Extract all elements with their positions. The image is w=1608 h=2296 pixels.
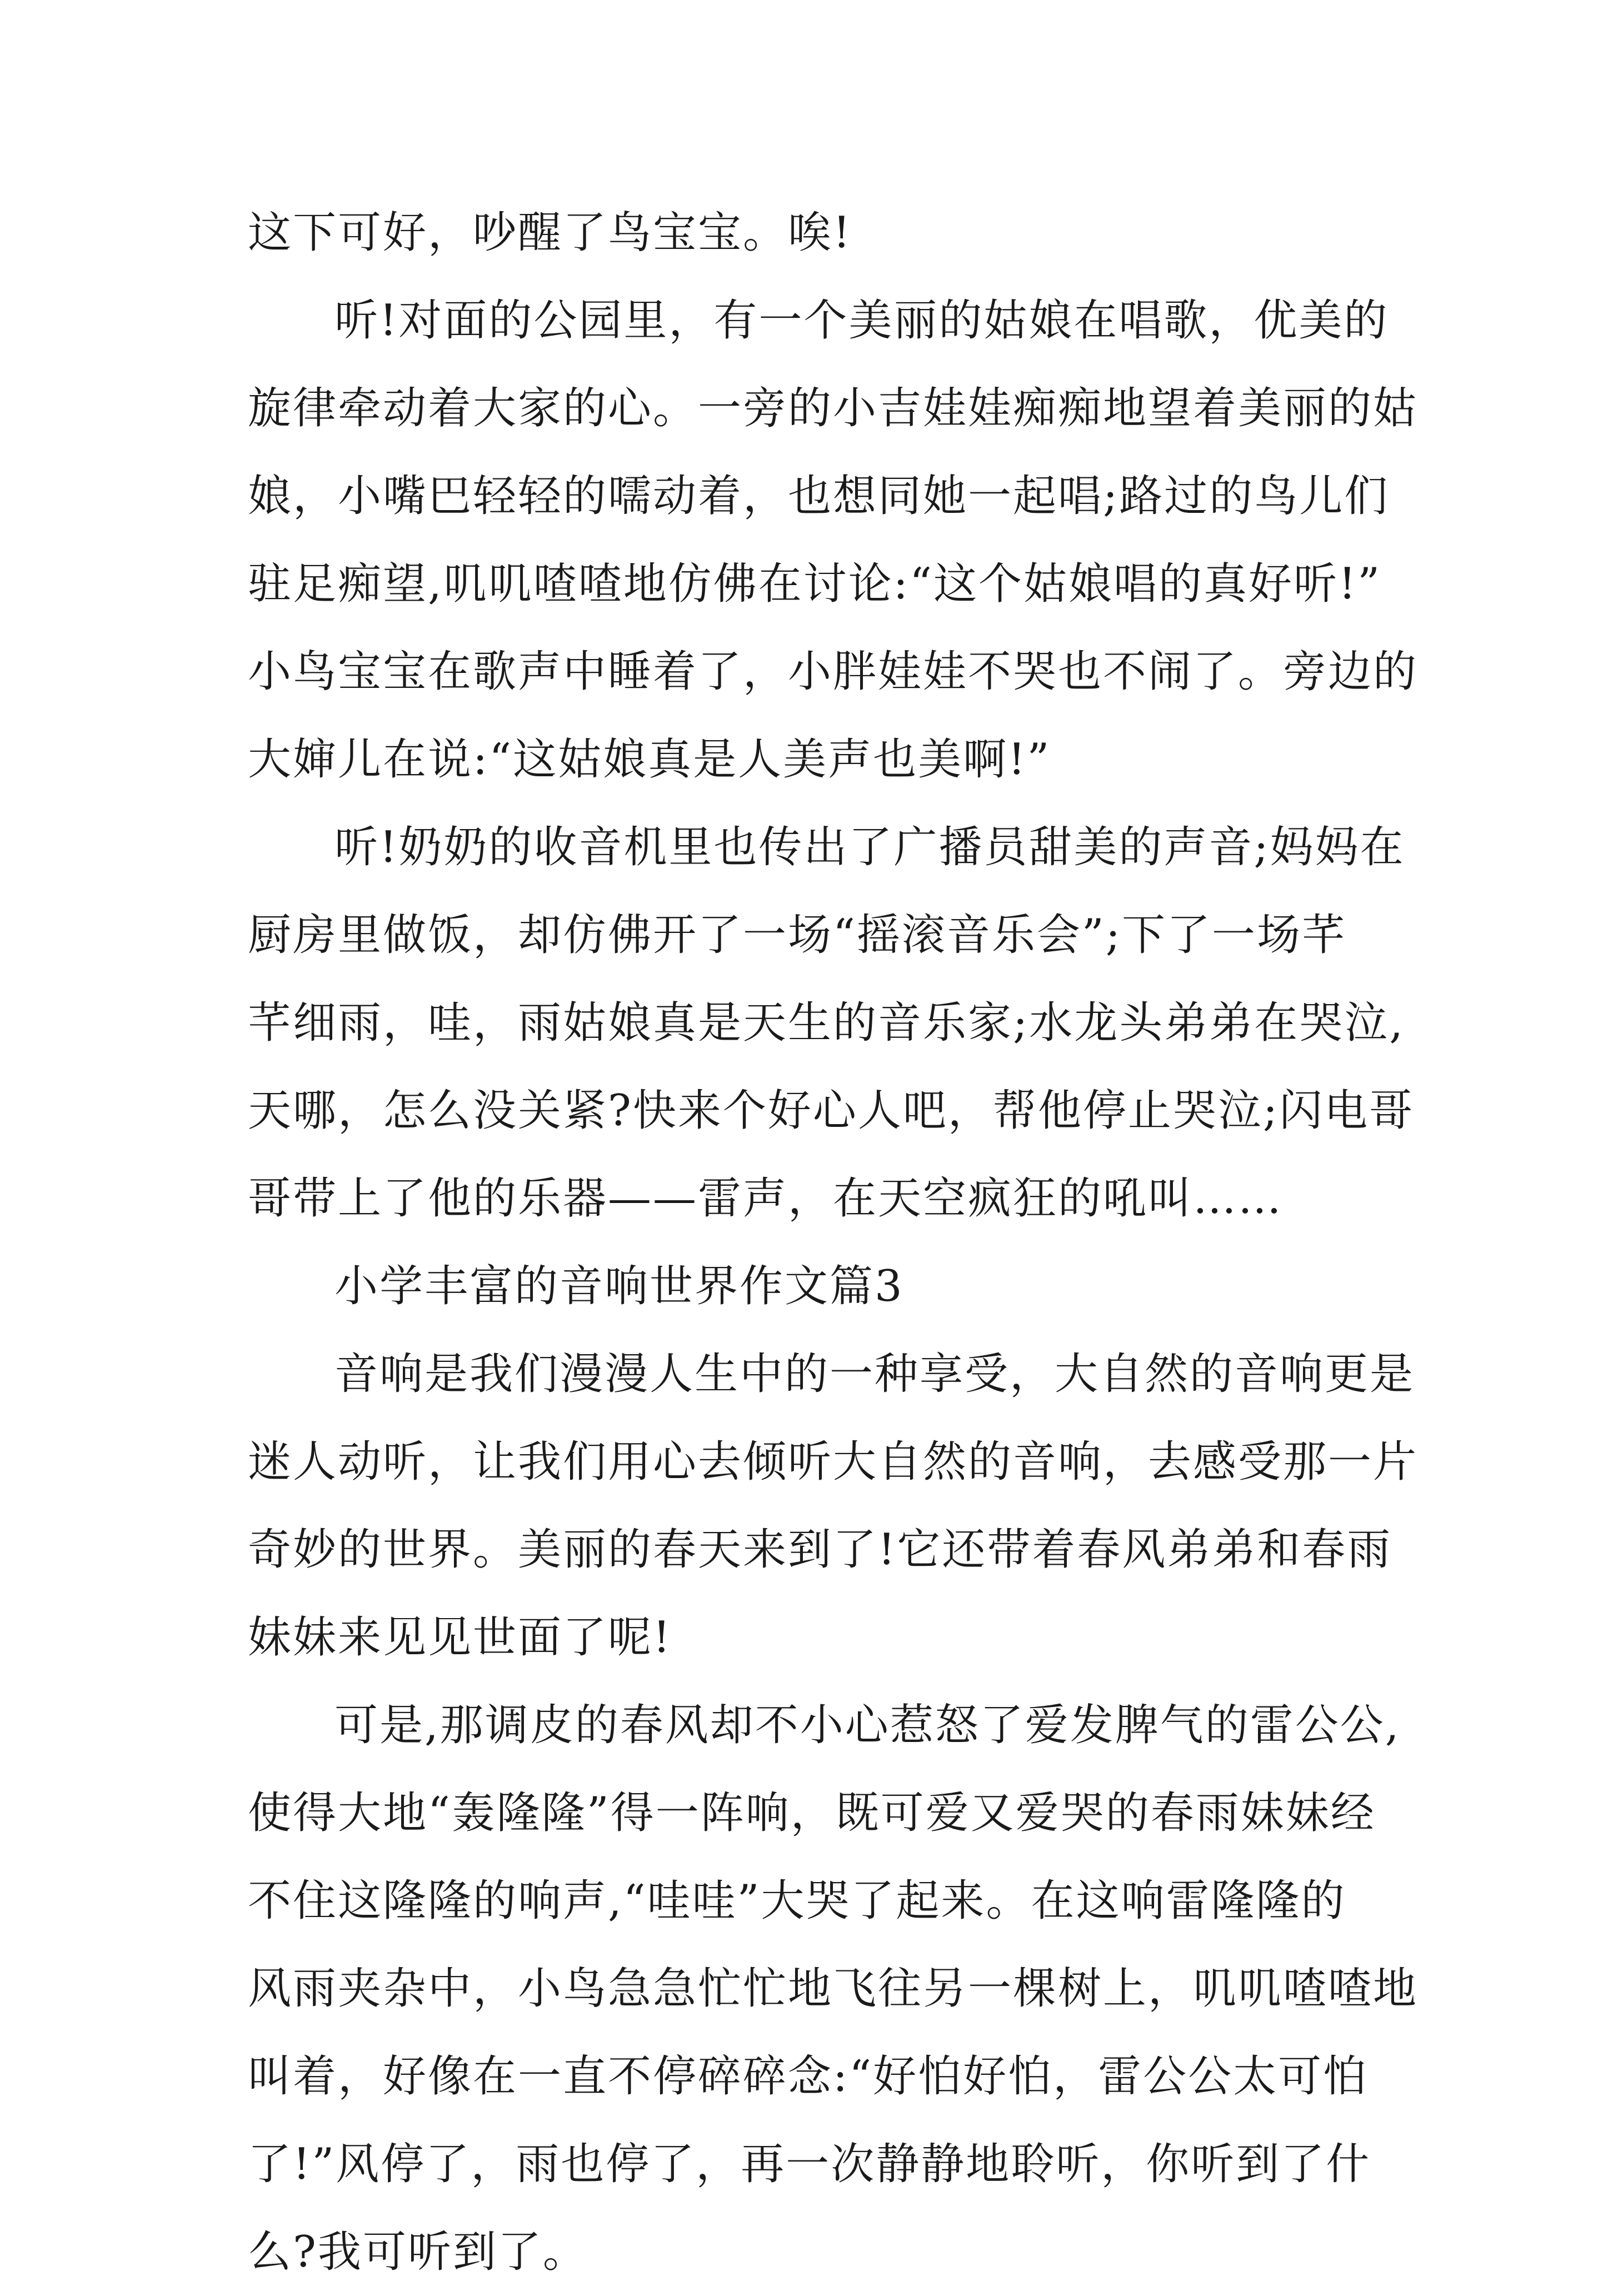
text-line: 使得大地“轰隆隆”得一阵响，既可爱又爱哭的春雨妹妹经	[248, 1788, 1376, 1838]
text-line: 天哪，怎么没关紧?快来个好心人吧，帮他停止哭泣;闪电哥	[248, 1086, 1415, 1136]
paragraph-start-line: 听!奶奶的收音机里也传出了广播员甜美的声音;妈妈在	[334, 822, 1405, 872]
text-line: 小鸟宝宝在歌声中睡着了，小胖娃娃不哭也不闹了。旁边的	[248, 647, 1419, 697]
text-line: 叫着，好像在一直不停碎碎念:“好怕好怕，雷公公太可怕	[248, 2052, 1369, 2102]
text-line: 这下可好，吵醒了鸟宝宝。唉!	[248, 208, 852, 258]
text-line: 奇妙的世界。美丽的春天来到了!它还带着春风弟弟和春雨	[248, 1525, 1392, 1575]
text-line: 旋律牵动着大家的心。一旁的小吉娃娃痴痴地望着美丽的姑	[248, 383, 1419, 433]
text-line: 厨房里做饭，却仿佛开了一场“摇滚音乐会”;下了一场芊	[248, 910, 1347, 960]
text-line: 不住这隆隆的响声,“哇哇”大哭了起来。在这响雷隆隆的	[248, 1876, 1346, 1926]
text-line: 妹妹来见见世面了呢!	[248, 1613, 672, 1663]
text-line: 驻足痴望,叽叽喳喳地仿佛在讨论:“这个姑娘唱的真好听!”	[248, 559, 1382, 609]
paragraph-start-line: 可是,那调皮的春风却不小心惹怒了爱发脾气的雷公公,	[334, 1700, 1401, 1750]
article-body	[248, 189, 1419, 2296]
paragraph-start-line: 音响是我们漫漫人生中的一种享受，大自然的音响更是	[334, 1349, 1415, 1399]
text-line: 么?我可听到了。	[248, 2227, 588, 2277]
text-line: 芊细雨，哇，雨姑娘真是天生的音乐家;水龙头弟弟在哭泣,	[248, 998, 1405, 1048]
section-heading: 小学丰富的音响世界作文篇3	[334, 1261, 904, 1311]
text-line: 娘，小嘴巴轻轻的嚅动着，也想同她一起唱;路过的鸟儿们	[248, 471, 1390, 521]
text-line: 哥带上了他的乐器——雷声，在天空疯狂的吼叫……	[248, 1174, 1284, 1224]
text-line: 风雨夹杂中，小鸟急急忙忙地飞往另一棵树上，叽叽喳喳地	[248, 1964, 1419, 2014]
text-line: 迷人动听，让我们用心去倾听大自然的音响，去感受那一片	[248, 1437, 1419, 1487]
text-line: 大婶儿在说:“这姑娘真是人美声也美啊!”	[248, 735, 1051, 785]
text-line: 了!”风停了，雨也停了，再一次静静地聆听，你听到了什	[248, 2139, 1371, 2189]
paragraph-start-line: 听!对面的公园里，有一个美丽的姑娘在唱歌，优美的	[334, 296, 1389, 346]
